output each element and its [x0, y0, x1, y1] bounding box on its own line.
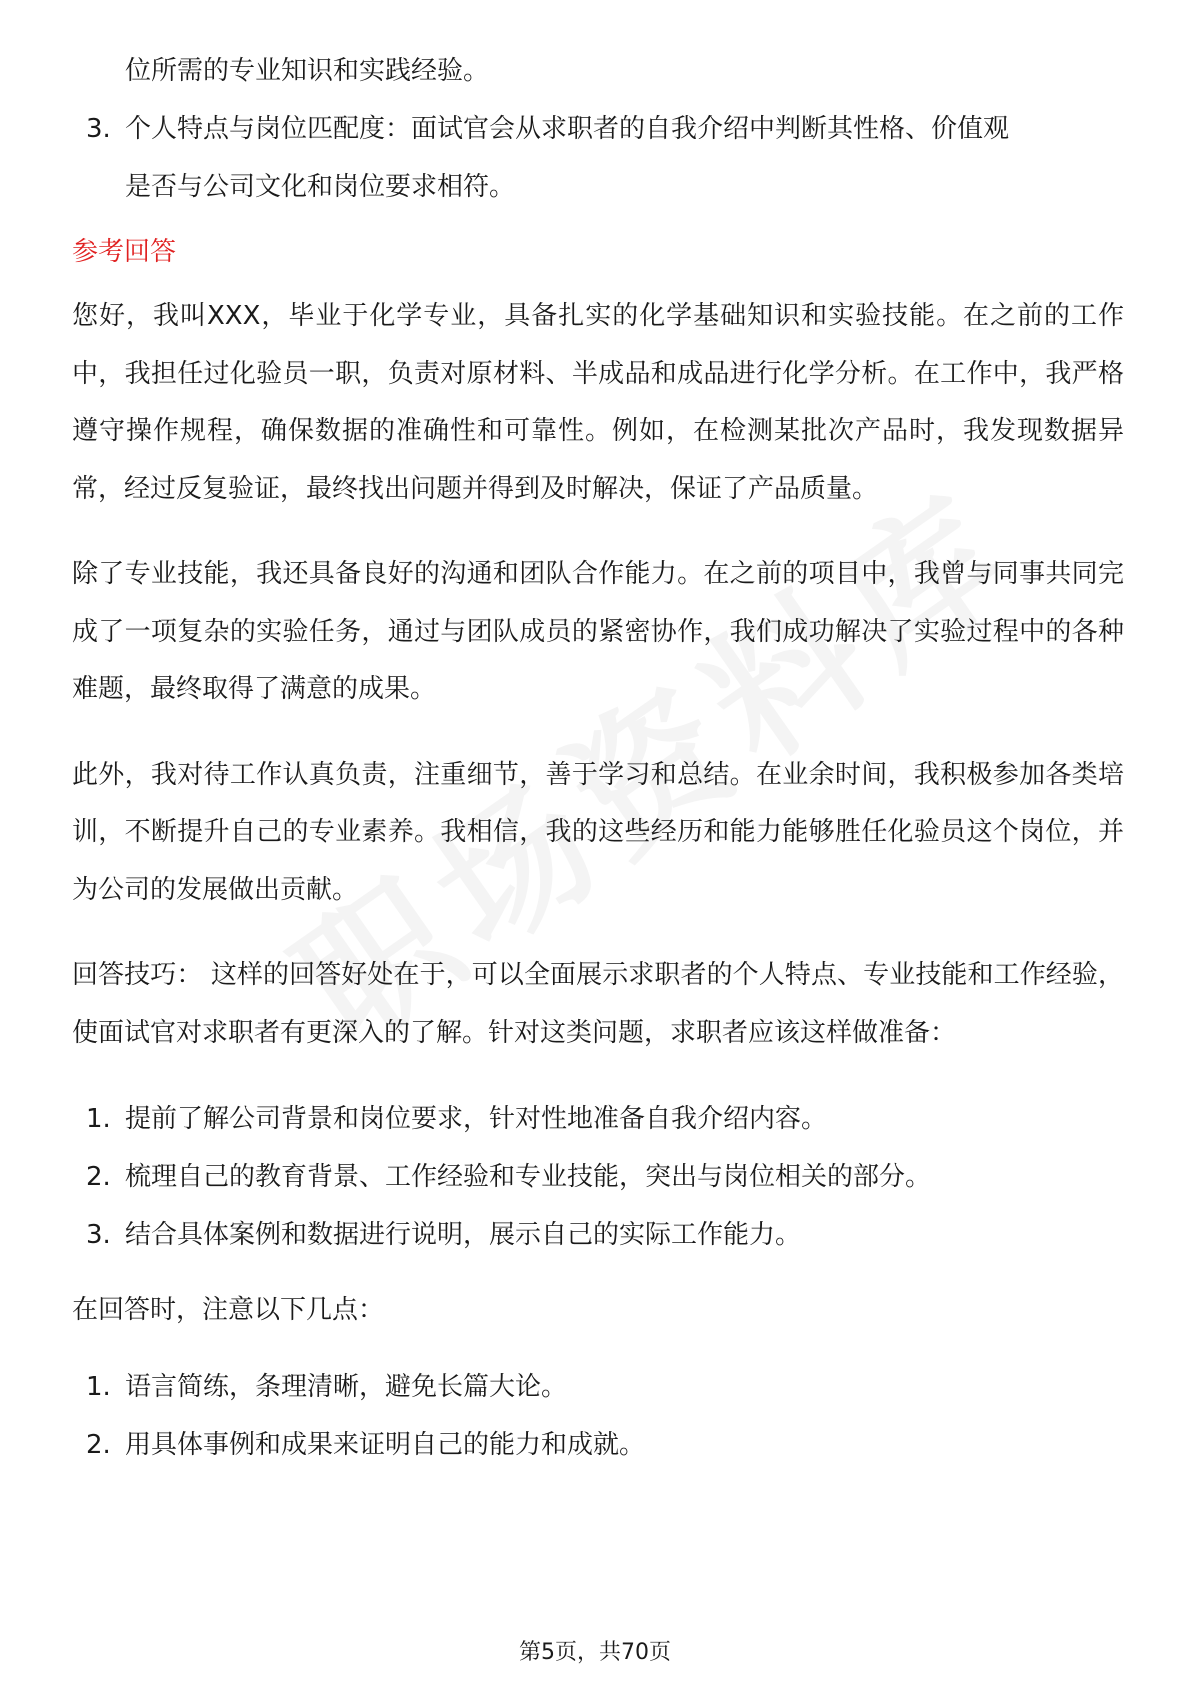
list-number: 3.	[86, 1220, 111, 1250]
list-item	[72, 1090, 1124, 1148]
list-number: 2.	[86, 1162, 111, 1192]
list-item-line: 是否与公司文化和岗位要求相符。	[125, 172, 516, 202]
list-item-continuation: 位所需的专业知识和实践经验。	[125, 56, 490, 86]
list-item-text: 语言简练，条理清晰，避免长篇大论。	[125, 1371, 568, 1402]
list-item	[72, 100, 1124, 216]
list-item-line: 个人特点与岗位匹配度：面试官会从求职者的自我介绍中判断其性格、价值观	[125, 114, 1010, 144]
list-item	[72, 1206, 1124, 1264]
section-title: 参考回答	[72, 237, 177, 267]
list-number: 1.	[86, 1371, 111, 1402]
list-number: 2.	[86, 1429, 111, 1460]
notes-intro: 在回答时，注意以下几点：	[72, 1295, 385, 1325]
list-item-text: 用具体事例和成果来证明自己的能力和成就。	[125, 1429, 646, 1460]
answer-paragraph: 除了专业技能，我还具备良好的沟通和团队合作能力。在之前的项目中，我曾与同事共同完成了一项复杂的实验任务，通过与团队成员的紧密协作，我们成功解决了实验过程中的各种难题，最终取得了满意的成果。	[72, 559, 1124, 704]
tips-paragraph: 回答技巧： 这样的回答好处在于，可以全面展示求职者的个人特点、专业技能和工作经验，使面试官对求职者有更深入的了解。针对这类问题，求职者应该这样做准备：	[72, 960, 1124, 1048]
page-footer: 第5页，共70页	[519, 1640, 671, 1665]
list-item	[72, 1416, 1124, 1474]
answer-paragraph: 您好，我叫XXX，毕业于化学专业，具备扎实的化学基础知识和实验技能。在之前的工作中，我担任过化验员一职，负责对原材料、半成品和成品进行化学分析。在工作中，我严格遵守操作规程，确保数据的准确性和可靠性。例如，在检测某批次产品时，我发现数据异常，经过反复验证，最终找出问题并得到及时解决，保证了产品质量。	[72, 301, 1124, 504]
notes-list	[72, 1358, 1124, 1474]
list-number: 1.	[86, 1104, 111, 1134]
list-number: 3.	[86, 114, 111, 144]
list-item-text: 结合具体案例和数据进行说明，展示自己的实际工作能力。	[125, 1220, 802, 1250]
answer-paragraph: 此外，我对待工作认真负责，注重细节，善于学习和总结。在业余时间，我积极参加各类培训，不断提升自己的专业素养。我相信，我的这些经历和能力能够胜任化验员这个岗位，并为公司的发展做出贡献。	[72, 759, 1124, 905]
page-content	[72, 42, 1124, 1474]
prep-list	[72, 1090, 1124, 1264]
list-item-text: 提前了解公司背景和岗位要求，针对性地准备自我介绍内容。	[125, 1104, 828, 1134]
list-item	[72, 1358, 1124, 1416]
list-item	[72, 1148, 1124, 1206]
list-item-text: 梳理自己的教育背景、工作经验和专业技能，突出与岗位相关的部分。	[125, 1162, 932, 1192]
